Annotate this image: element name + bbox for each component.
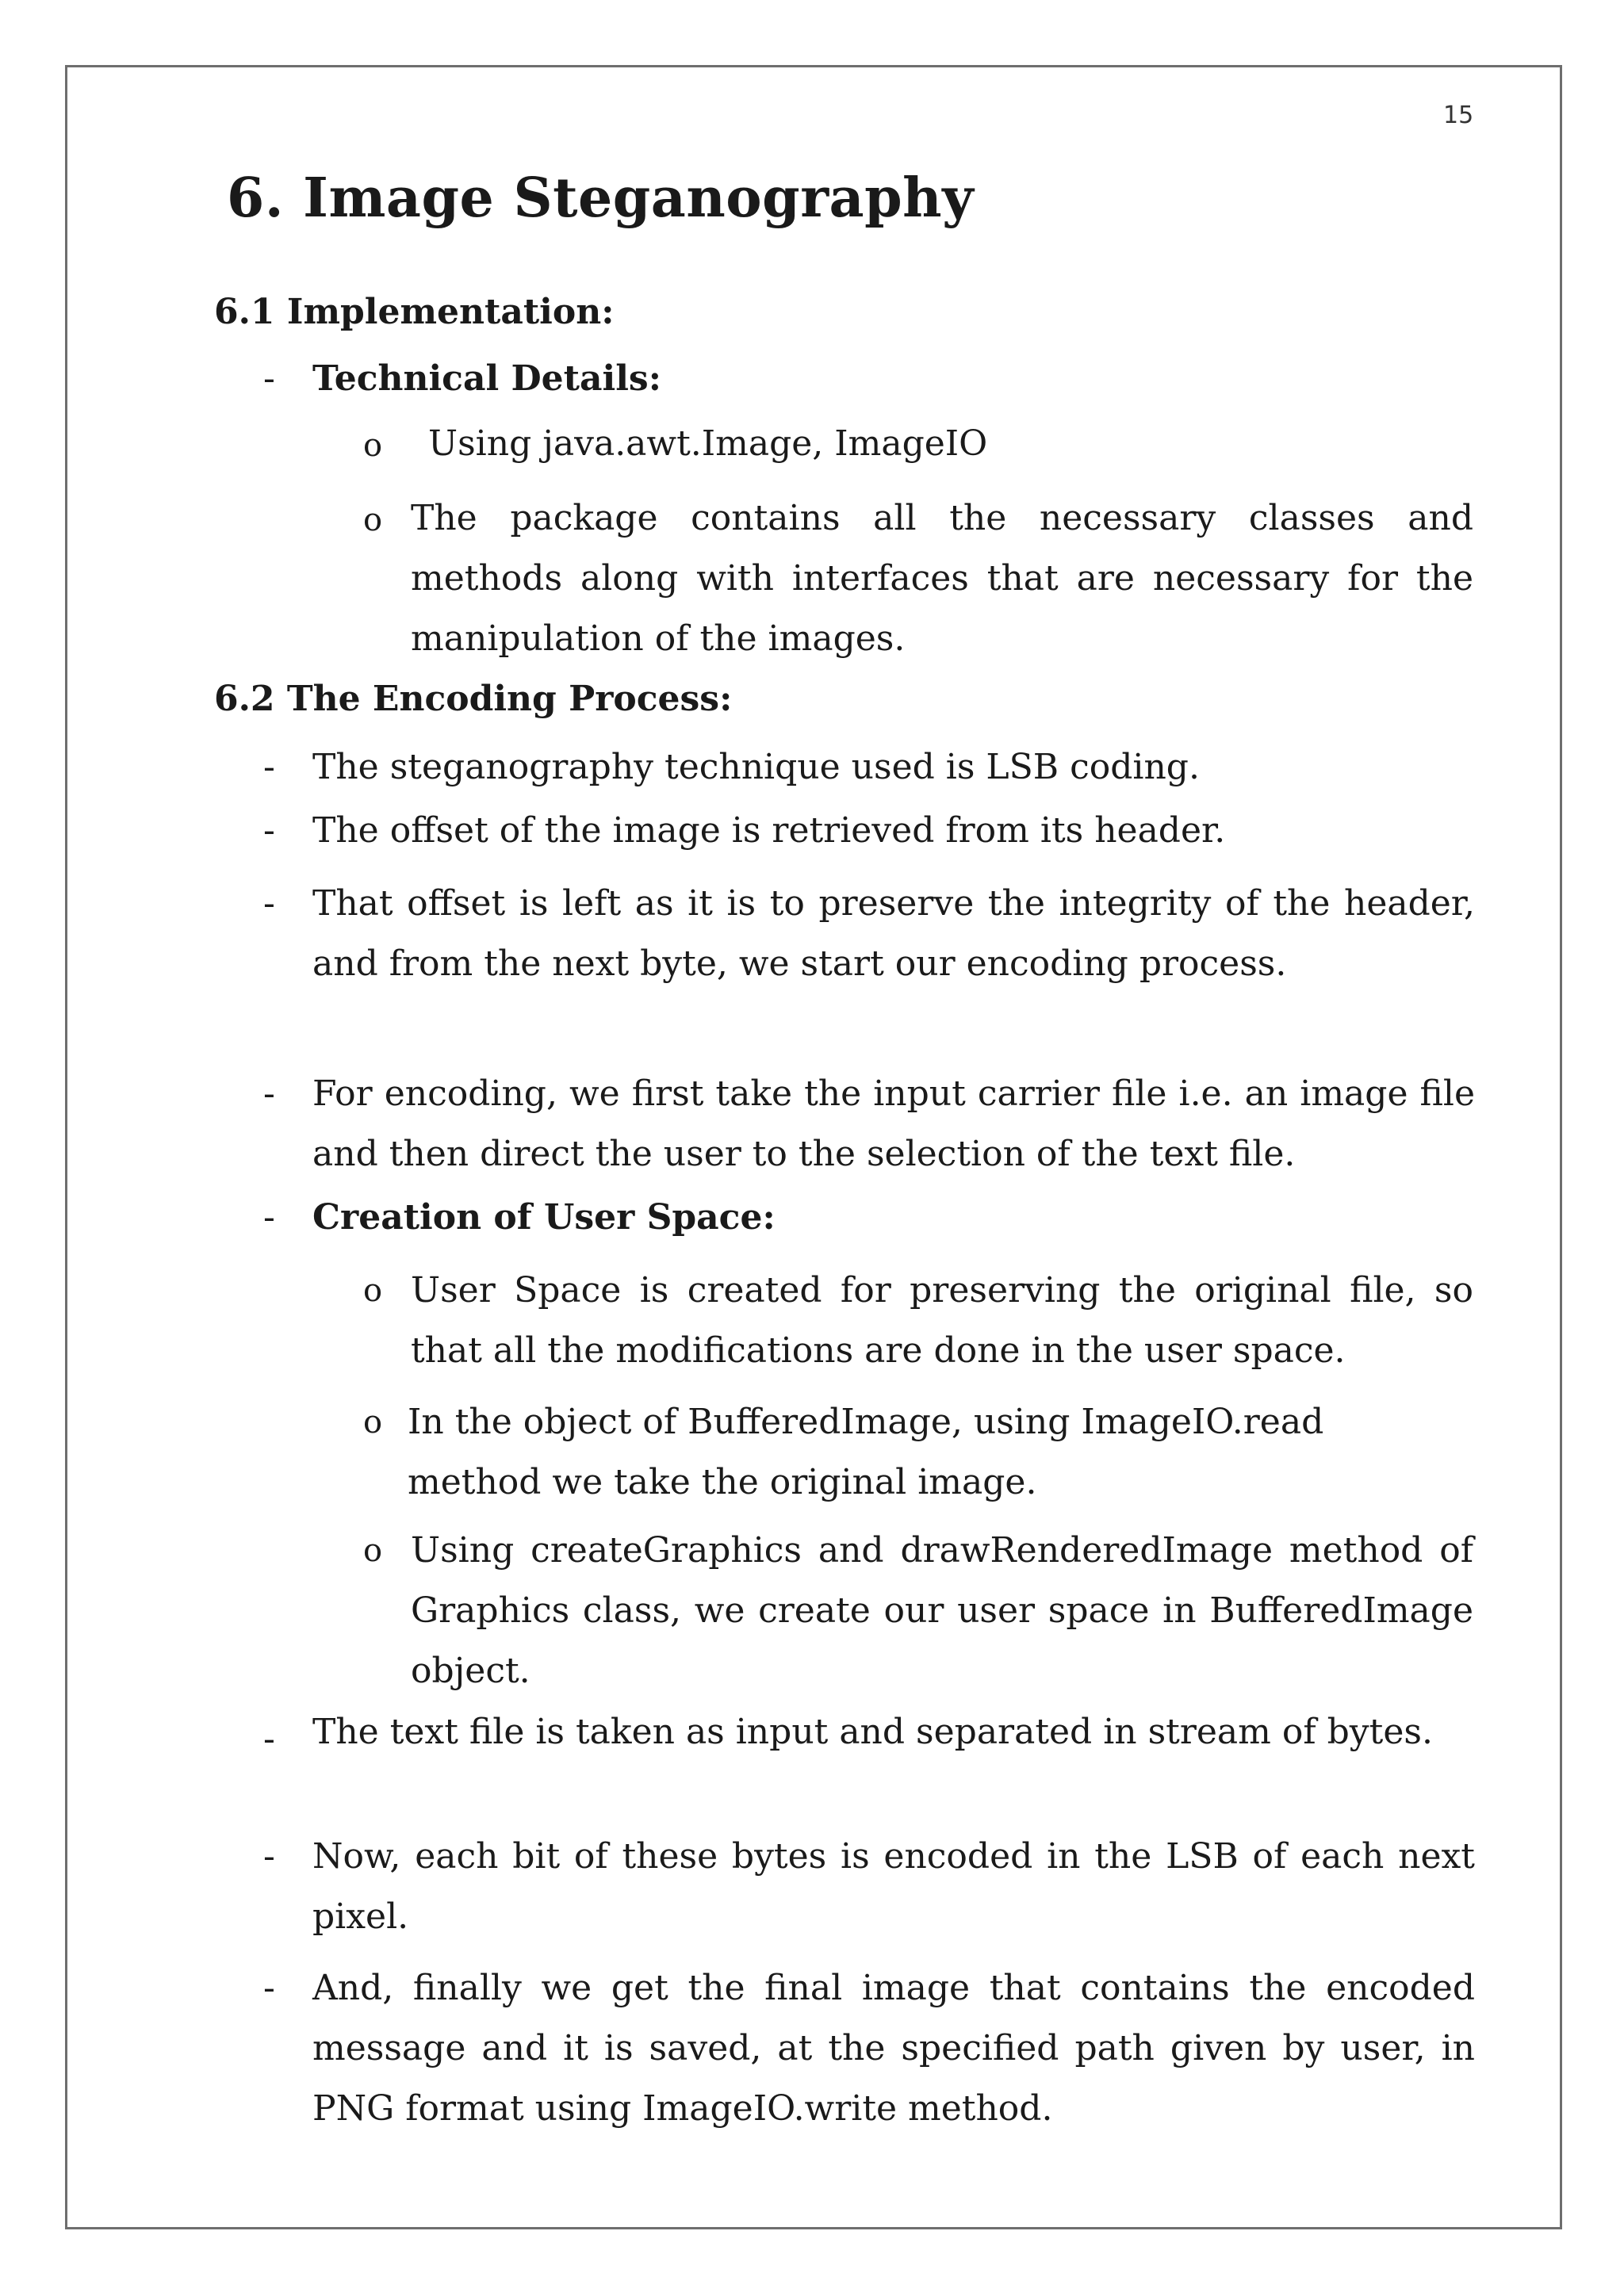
section-heading-encoding: 6.2 The Encoding Process: <box>214 679 733 719</box>
dash-bullet: - <box>263 1197 275 1238</box>
list-item: The package contains all the necessary classes and methods along with interfaces that are necessary for the manipulation of the images. <box>411 498 1473 659</box>
list-item: User Space is created for preserving the original file, so that all the modifications are done in the user space. <box>411 1270 1473 1371</box>
page-title: 6. Image Steganography <box>227 166 975 230</box>
list-item: Now, each bit of these bytes is encoded in the LSB of each next pixel. <box>312 1836 1475 1937</box>
dash-bullet: - <box>263 358 275 399</box>
circle-bullet: o <box>363 1404 383 1441</box>
list-item: Using java.awt.Image, ImageIO <box>428 423 988 464</box>
list-item: The text file is taken as input and separated in stream of bytes. <box>312 1712 1433 1752</box>
list-item: The offset of the image is retrieved from its header. <box>312 810 1226 851</box>
section-heading-implementation: 6.1 Implementation: <box>214 292 615 332</box>
list-item: The steganography technique used is LSB coding. <box>312 747 1200 787</box>
dash-bullet: - <box>263 1968 275 2008</box>
circle-bullet: o <box>363 1533 383 1569</box>
dash-bullet: - <box>263 883 275 924</box>
dash-bullet: - <box>263 1836 275 1877</box>
list-item: In the object of BufferedImage, using ImageIO.read method we take the original image. <box>408 1402 1324 1502</box>
dash-bullet: - <box>263 1719 275 1759</box>
circle-bullet: o <box>363 1272 383 1309</box>
list-item: And, finally we get the final image that contains the encoded message and it is saved, at the specified path given by user, in PNG format using ImageIO.write method. <box>312 1968 1475 2129</box>
list-item: For encoding, we first take the input carrier file i.e. an image file and then direct the user to the selection of the text file. <box>312 1073 1475 1174</box>
circle-bullet: o <box>363 502 383 538</box>
circle-bullet: o <box>363 427 383 464</box>
page-number: 15 <box>1443 101 1474 129</box>
user-space-heading: Creation of User Space: <box>312 1197 776 1238</box>
list-item: That offset is left as it is to preserve the integrity of the header, and from the next byte, we start our encoding process. <box>312 883 1475 984</box>
dash-bullet: - <box>263 1073 275 1114</box>
technical-details-heading: Technical Details: <box>312 358 661 399</box>
dash-bullet: - <box>263 810 275 851</box>
list-item: Using createGraphics and drawRenderedImage method of Graphics class, we create our user space in BufferedImage object. <box>411 1530 1473 1691</box>
dash-bullet: - <box>263 747 275 787</box>
